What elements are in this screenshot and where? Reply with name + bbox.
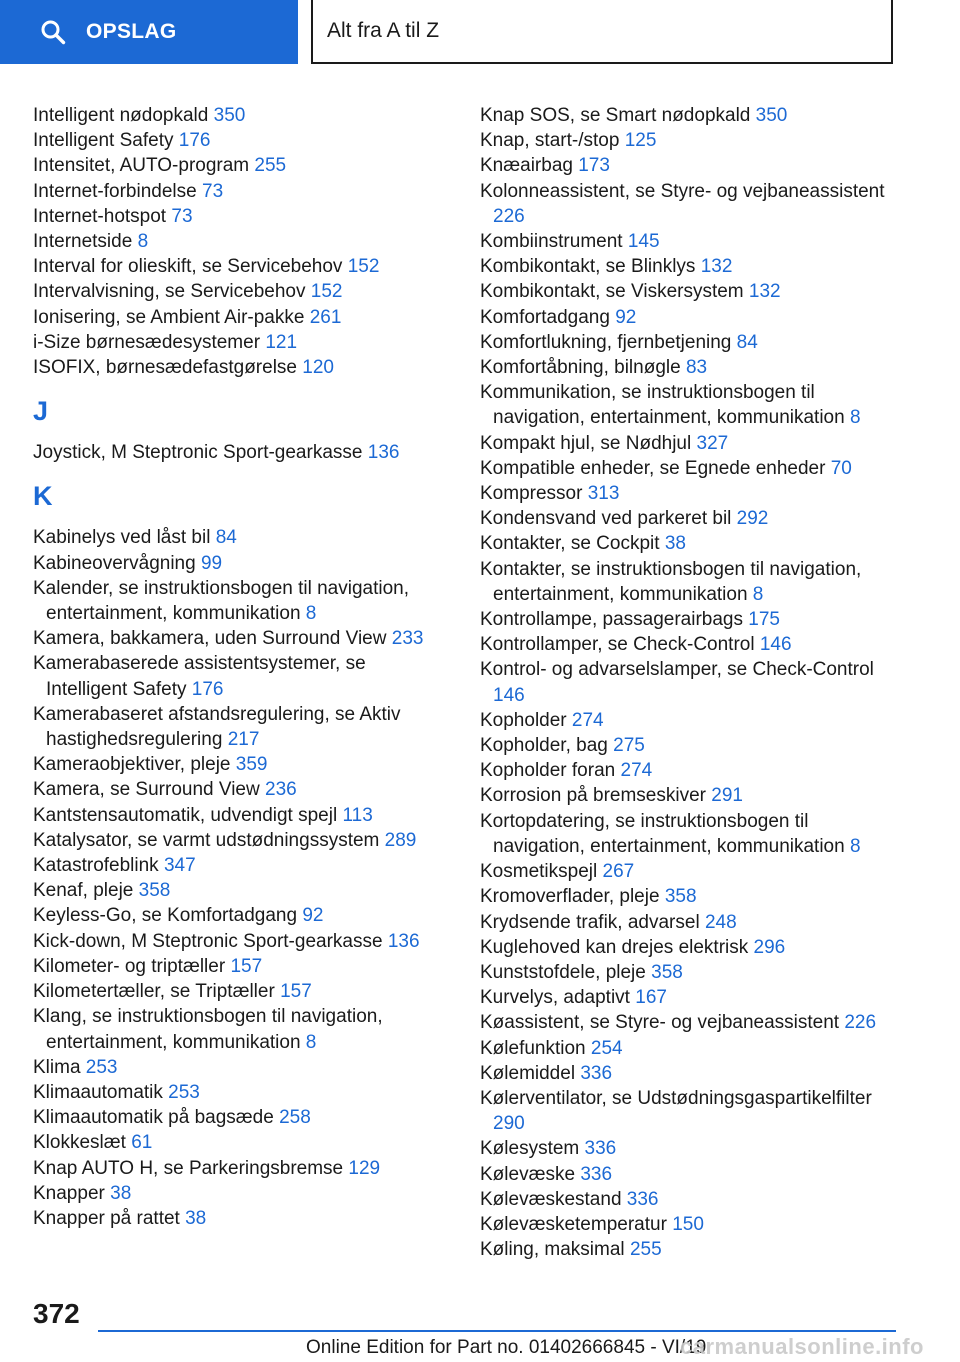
- index-entry-text: Køling, maksimal: [480, 1239, 625, 1261]
- index-entry-text: Klokkeslæt: [33, 1132, 126, 1154]
- index-entry: [480, 179, 895, 229]
- page-reference-link[interactable]: 8: [305, 1031, 317, 1053]
- index-entry-text: Klima: [33, 1056, 81, 1078]
- index-entry: [480, 1187, 895, 1212]
- index-entry-text: Knap SOS, se Smart nødopkald: [480, 105, 751, 126]
- index-entry: [480, 279, 895, 304]
- index-entry: [33, 903, 448, 928]
- index-entry-text: Kolonneassistent, se Styre- og vejbaneassistent: [480, 180, 885, 202]
- page-reference-link[interactable]: 73: [171, 205, 193, 227]
- index-entry: [33, 440, 448, 465]
- index-entry-text: Kabinelys ved låst bil: [33, 527, 211, 549]
- index-entry: [480, 506, 895, 531]
- page-reference-link[interactable]: 296: [753, 936, 786, 958]
- page-reference-link[interactable]: 92: [302, 905, 324, 927]
- page-reference-link[interactable]: 358: [664, 886, 697, 908]
- page-reference-link[interactable]: 8: [849, 835, 861, 857]
- index-entry-text: Klimaautomatik på bagsæde: [33, 1107, 274, 1129]
- page-reference-link[interactable]: 152: [310, 281, 343, 303]
- page-reference-link[interactable]: 313: [587, 483, 620, 505]
- index-entry: [33, 853, 448, 878]
- page-reference-link[interactable]: 38: [664, 533, 686, 555]
- page-reference-link[interactable]: 254: [590, 1037, 623, 1059]
- index-entry: [33, 1181, 448, 1206]
- page-reference-link[interactable]: 73: [202, 180, 224, 202]
- page-reference-link[interactable]: 38: [185, 1207, 207, 1229]
- page-reference-link[interactable]: 150: [672, 1213, 704, 1235]
- page-reference-link[interactable]: 92: [615, 306, 637, 328]
- index-entry-text: Internet-hotspot: [33, 205, 167, 227]
- letter-spacer: [33, 380, 448, 392]
- index-entry-text: Komfortadgang: [480, 306, 610, 328]
- index-entry-text: Kalender, se instruktionsbogen til navigation, entertainment, kommunikation: [33, 577, 410, 625]
- index-entry-text: Kølemiddel: [480, 1062, 576, 1084]
- index-entry-text: Intervalvisning, se Servicebehov: [33, 281, 306, 303]
- index-entry-text: Kopholder foran: [480, 760, 616, 782]
- page-reference-link[interactable]: 217: [227, 729, 260, 751]
- page-reference-link[interactable]: 233: [391, 628, 424, 650]
- index-entry-text: Kantstensautomatik, udvendigt spejl: [33, 804, 338, 826]
- page-reference-link[interactable]: 336: [580, 1062, 613, 1084]
- page-reference-link[interactable]: 253: [168, 1081, 200, 1103]
- page-reference-link[interactable]: 146: [493, 684, 525, 706]
- index-entry-text: Kondensvand ved parkeret bil: [480, 508, 732, 530]
- page-reference-link[interactable]: 84: [736, 331, 758, 353]
- index-entry-text: Kølevæsketemperatur: [480, 1213, 667, 1235]
- page-reference-link[interactable]: 121: [265, 331, 298, 353]
- page-reference-link[interactable]: 157: [280, 981, 312, 1003]
- index-entry: [33, 1130, 448, 1155]
- index-entry-text: Interval for olieskift, se Servicebehov: [33, 256, 343, 278]
- page-reference-link[interactable]: 292: [736, 508, 769, 530]
- page-reference-link[interactable]: 84: [215, 527, 237, 549]
- page-reference-link[interactable]: 226: [844, 1012, 877, 1034]
- index-entry-text: Kosmetikspejl: [480, 861, 598, 883]
- index-entry-text: Kompressor: [480, 483, 583, 505]
- page-reference-link[interactable]: 358: [651, 961, 683, 983]
- page-reference-link[interactable]: 8: [305, 603, 317, 625]
- page-reference-link[interactable]: 267: [602, 861, 635, 883]
- index-entry-text: Kopholder, bag: [480, 735, 608, 757]
- page-reference-link[interactable]: 255: [629, 1239, 662, 1261]
- index-entry-text: Kilometertæller, se Triptæller: [33, 981, 275, 1003]
- index-entry: [33, 651, 448, 701]
- index-entry: [33, 1004, 448, 1054]
- page-reference-link[interactable]: 175: [748, 609, 780, 631]
- page-reference-link[interactable]: 289: [384, 829, 417, 851]
- edition-text: Online Edition for Part no. 01402666845 - VI/19: [306, 1337, 707, 1358]
- index-entry: [33, 103, 448, 128]
- index-entry: [33, 279, 448, 304]
- index-entry: [480, 1212, 895, 1237]
- index-entry-text: Kontrollamper, se Check-Control: [480, 634, 755, 656]
- index-entry-text: Knap AUTO H, se Parkeringsbremse: [33, 1157, 344, 1179]
- page-reference-link[interactable]: 359: [235, 754, 268, 776]
- index-entry: [480, 254, 895, 279]
- index-entry-text: Internetside: [33, 231, 133, 253]
- index-entry: [33, 828, 448, 853]
- index-entry: [33, 1156, 448, 1181]
- index-entry: [33, 229, 448, 254]
- page-reference-link[interactable]: 350: [213, 105, 246, 126]
- page-reference-link[interactable]: 70: [830, 457, 852, 479]
- index-entry: [480, 758, 895, 783]
- index-entry: [33, 576, 448, 626]
- page-reference-link[interactable]: 146: [759, 634, 792, 656]
- index-entry: [480, 355, 895, 380]
- page-reference-link[interactable]: 248: [704, 911, 737, 933]
- index-entry-text: Kontrollampe, passagerairbags: [480, 609, 743, 631]
- index-entry: [480, 380, 895, 430]
- index-column-right: [480, 103, 895, 1262]
- index-entry-text: Kenaf, pleje: [33, 880, 134, 902]
- index-entry: [480, 456, 895, 481]
- index-entry: [480, 733, 895, 758]
- index-entry: [480, 531, 895, 556]
- index-entry-text: Kontakter, se Cockpit: [480, 533, 660, 555]
- page-reference-link[interactable]: 253: [85, 1056, 118, 1078]
- index-entry: [33, 330, 448, 355]
- index-entry: [480, 607, 895, 632]
- page-reference-link[interactable]: 173: [578, 155, 610, 177]
- index-entry-text: Kunststofdele, pleje: [480, 961, 646, 983]
- page-reference-link[interactable]: 132: [700, 256, 733, 278]
- index-entry: [33, 954, 448, 979]
- index-entry-text: Internet-forbindelse: [33, 180, 197, 202]
- index-letter-heading: K: [33, 481, 53, 512]
- index-entry-text: Kølerventilator, se Udstødningsgaspartikelfilter: [480, 1087, 872, 1109]
- page-reference-link[interactable]: 129: [348, 1157, 381, 1179]
- index-entry-text: Kilometer- og triptæller: [33, 955, 226, 977]
- index-entry: [33, 929, 448, 954]
- index-entry: [33, 305, 448, 330]
- index-entry: [33, 254, 448, 279]
- index-entry: [480, 985, 895, 1010]
- index-entry: [33, 777, 448, 802]
- index-entry: [33, 355, 448, 380]
- page-number: 372: [33, 1298, 80, 1329]
- index-entry: [480, 859, 895, 884]
- index-entry-text: Katalysator, se varmt udstødningssystem: [33, 829, 380, 851]
- index-entry-text: Kamera, se Surround View: [33, 779, 260, 801]
- index-column-left: [33, 103, 448, 1231]
- index-entry: [33, 551, 448, 576]
- index-entry: [33, 752, 448, 777]
- page-reference-link[interactable]: 291: [711, 785, 743, 807]
- index-entry-text: Knap, start-/stop: [480, 130, 620, 152]
- watermark: carmanualsonline.info: [680, 1334, 924, 1359]
- index-entry: [33, 179, 448, 204]
- index-entry-text: Kølevæske: [480, 1163, 576, 1185]
- index-entry-text: Knapper på rattet: [33, 1207, 180, 1229]
- index-entry-text: Kommunikation, se instruktionsbogen til navigation, entertainment, kommunikation: [480, 382, 845, 429]
- index-entry-text: Katastrofeblink: [33, 855, 159, 877]
- index-entry: [480, 431, 895, 456]
- page-reference-link[interactable]: 157: [230, 955, 263, 977]
- page-reference-link[interactable]: 255: [254, 155, 287, 177]
- index-entry: [480, 708, 895, 733]
- page-reference-link[interactable]: 327: [696, 432, 729, 454]
- page-reference-link[interactable]: 176: [178, 130, 211, 152]
- index-entry-text: Joystick, M Steptronic Sport-gearkasse: [33, 442, 363, 464]
- section-title-tab: [311, 0, 893, 64]
- search-icon: [40, 19, 66, 45]
- index-entry-text: Kabineovervågning: [33, 552, 196, 574]
- letter-spacer: [33, 465, 448, 477]
- page-reference-link[interactable]: 145: [627, 231, 660, 253]
- page-reference-link[interactable]: 226: [493, 205, 525, 227]
- page-reference-link[interactable]: 8: [849, 407, 861, 429]
- index-entry: [33, 204, 448, 229]
- page-reference-link[interactable]: 120: [302, 357, 334, 379]
- index-entry-text: Kombikontakt, se Viskersystem: [480, 281, 744, 303]
- page-reference-link[interactable]: 336: [626, 1188, 659, 1210]
- index-entry: [33, 1206, 448, 1231]
- index-entry-text: Intelligent Safety: [33, 130, 174, 152]
- index-entry: [33, 878, 448, 903]
- page-reference-link[interactable]: 8: [752, 583, 764, 605]
- index-entry: [33, 1105, 448, 1130]
- index-entry-text: Kortopdatering, se instruktionsbogen til navigation, entertainment, kommunikation: [480, 810, 845, 857]
- index-entry-text: Kombiinstrument: [480, 231, 623, 253]
- index-entry-text: Kølefunktion: [480, 1037, 586, 1059]
- index-entry-text: Kuglehoved kan drejes elektrisk: [480, 936, 749, 958]
- index-entry: [480, 657, 895, 707]
- lookup-tab[interactable]: [0, 0, 298, 64]
- index-entry: [480, 935, 895, 960]
- index-entry-text: Kontrol- og advarselslamper, se Check-Control: [480, 659, 874, 681]
- index-entry: [480, 884, 895, 909]
- index-entry-text: Intensitet, AUTO-program: [33, 155, 250, 177]
- page-reference-link[interactable]: 275: [613, 735, 645, 757]
- index-entry-text: Ionisering, se Ambient Air-pakke: [33, 306, 305, 328]
- index-entry: [33, 1055, 448, 1080]
- index-entry-text: Kontakter, se instruktionsbogen til navigation, entertainment, kommunikation: [480, 558, 862, 605]
- index-entry: [480, 632, 895, 657]
- index-entry: [480, 1237, 895, 1262]
- index-entry: [480, 1136, 895, 1161]
- page-reference-link[interactable]: 274: [620, 760, 653, 782]
- index-entry: [33, 128, 448, 153]
- page-reference-link[interactable]: 132: [748, 281, 781, 303]
- index-entry-text: Kameraobjektiver, pleje: [33, 754, 231, 776]
- index-letter-heading: J: [33, 396, 49, 427]
- index-entry: [33, 525, 448, 550]
- index-entry: [480, 557, 895, 607]
- page-reference-link[interactable]: 350: [755, 105, 788, 126]
- page-reference-link[interactable]: 83: [685, 357, 708, 379]
- page-reference-link[interactable]: 176: [191, 678, 224, 700]
- index-entry: [33, 702, 448, 752]
- page-reference-link[interactable]: 336: [584, 1138, 617, 1160]
- index-entry-text: Kurvelys, adaptivt: [480, 987, 630, 1009]
- index-entry-text: Knapper: [33, 1182, 105, 1204]
- page-reference-link[interactable]: 136: [387, 930, 420, 952]
- page-reference-link[interactable]: 236: [265, 779, 297, 801]
- index-entry-text: Kamerabaserede assistentsystemer, se Intelligent Safety: [33, 653, 366, 700]
- index-entry-text: Intelligent nødopkald: [33, 105, 209, 126]
- section-title: Alt fra A til Z: [327, 19, 440, 42]
- index-entry-text: i-Size børnesædesystemer: [33, 331, 261, 353]
- index-entry: [480, 305, 895, 330]
- index-entry: [480, 1086, 895, 1136]
- index-entry-text: Kølevæskestand: [480, 1188, 622, 1210]
- index-entry: [480, 103, 895, 128]
- index-entry-text: Kompatible enheder, se Egnede enheder: [480, 457, 826, 479]
- index-entry: [480, 229, 895, 254]
- index-entry: [33, 1080, 448, 1105]
- page-reference-link[interactable]: 125: [624, 130, 657, 152]
- index-entry-text: Kamerabaseret afstandsregulering, se Aktiv hastighedsregulering: [33, 703, 401, 751]
- page-reference-link[interactable]: 290: [493, 1113, 525, 1135]
- page-reference-link[interactable]: 336: [580, 1163, 613, 1185]
- index-entry-text: Komfortåbning, bilnøgle: [480, 357, 681, 379]
- index-entry-text: Krydsende trafik, advarsel: [480, 911, 700, 933]
- index-entry: [480, 1036, 895, 1061]
- index-entry-text: Komfortlukning, fjernbetjening: [480, 331, 732, 353]
- page-reference-link[interactable]: 8: [137, 231, 149, 253]
- page-reference-link[interactable]: 38: [110, 1182, 132, 1204]
- index-entry: [480, 910, 895, 935]
- index-entry-text: Kombikontakt, se Blinklys: [480, 256, 696, 278]
- index-entry: [33, 979, 448, 1004]
- page-reference-link[interactable]: 347: [163, 855, 196, 877]
- index-entry-text: Køassistent, se Styre- og vejbaneassistent: [480, 1012, 840, 1034]
- page-reference-link[interactable]: 61: [131, 1132, 153, 1154]
- index-entry-text: Kopholder: [480, 709, 567, 731]
- index-entry: [480, 1010, 895, 1035]
- index-entry-text: Kromoverflader, pleje: [480, 886, 660, 908]
- index-entry-text: Klang, se instruktionsbogen til navigation, entertainment, kommunikation: [33, 1006, 383, 1053]
- footer-divider: [98, 1330, 896, 1332]
- index-entry: [33, 153, 448, 178]
- page-reference-link[interactable]: 113: [342, 804, 373, 826]
- lookup-tab-label: OPSLAG: [86, 20, 177, 43]
- index-entry: [480, 809, 895, 859]
- index-entry: [480, 481, 895, 506]
- page-reference-link[interactable]: 261: [309, 306, 342, 328]
- page-reference-link[interactable]: 358: [138, 880, 171, 902]
- index-entry: [480, 128, 895, 153]
- page-reference-link[interactable]: 274: [571, 709, 604, 731]
- page-reference-link[interactable]: 258: [279, 1107, 311, 1129]
- index-entry-text: Keyless-Go, se Komfortadgang: [33, 905, 298, 927]
- index-entry: [33, 803, 448, 828]
- page-reference-link[interactable]: 152: [347, 256, 380, 278]
- index-entry-text: Kompakt hjul, se Nødhjul: [480, 432, 692, 454]
- index-entry-text: Kick-down, M Steptronic Sport-gearkasse: [33, 930, 383, 952]
- index-entry: [480, 783, 895, 808]
- page-reference-link[interactable]: 167: [635, 987, 667, 1009]
- index-entry-text: ISOFIX, børnesædefastgørelse: [33, 357, 297, 379]
- index-entry-text: Kølesystem: [480, 1138, 580, 1160]
- index-entry-text: Kamera, bakkamera, uden Surround View: [33, 628, 387, 650]
- index-entry-text: Klimaautomatik: [33, 1081, 163, 1103]
- index-entry-text: Korrosion på bremseskiver: [480, 785, 706, 807]
- index-entry: [480, 153, 895, 178]
- index-entry: [480, 1061, 895, 1086]
- index-entry-text: Knæairbag: [480, 155, 573, 177]
- index-entry: [480, 1162, 895, 1187]
- page-reference-link[interactable]: 136: [367, 442, 400, 464]
- header: [0, 0, 960, 66]
- index-entry: [33, 626, 448, 651]
- index-entry: [480, 330, 895, 355]
- index-entry: [480, 960, 895, 985]
- page-reference-link[interactable]: 99: [200, 552, 223, 574]
